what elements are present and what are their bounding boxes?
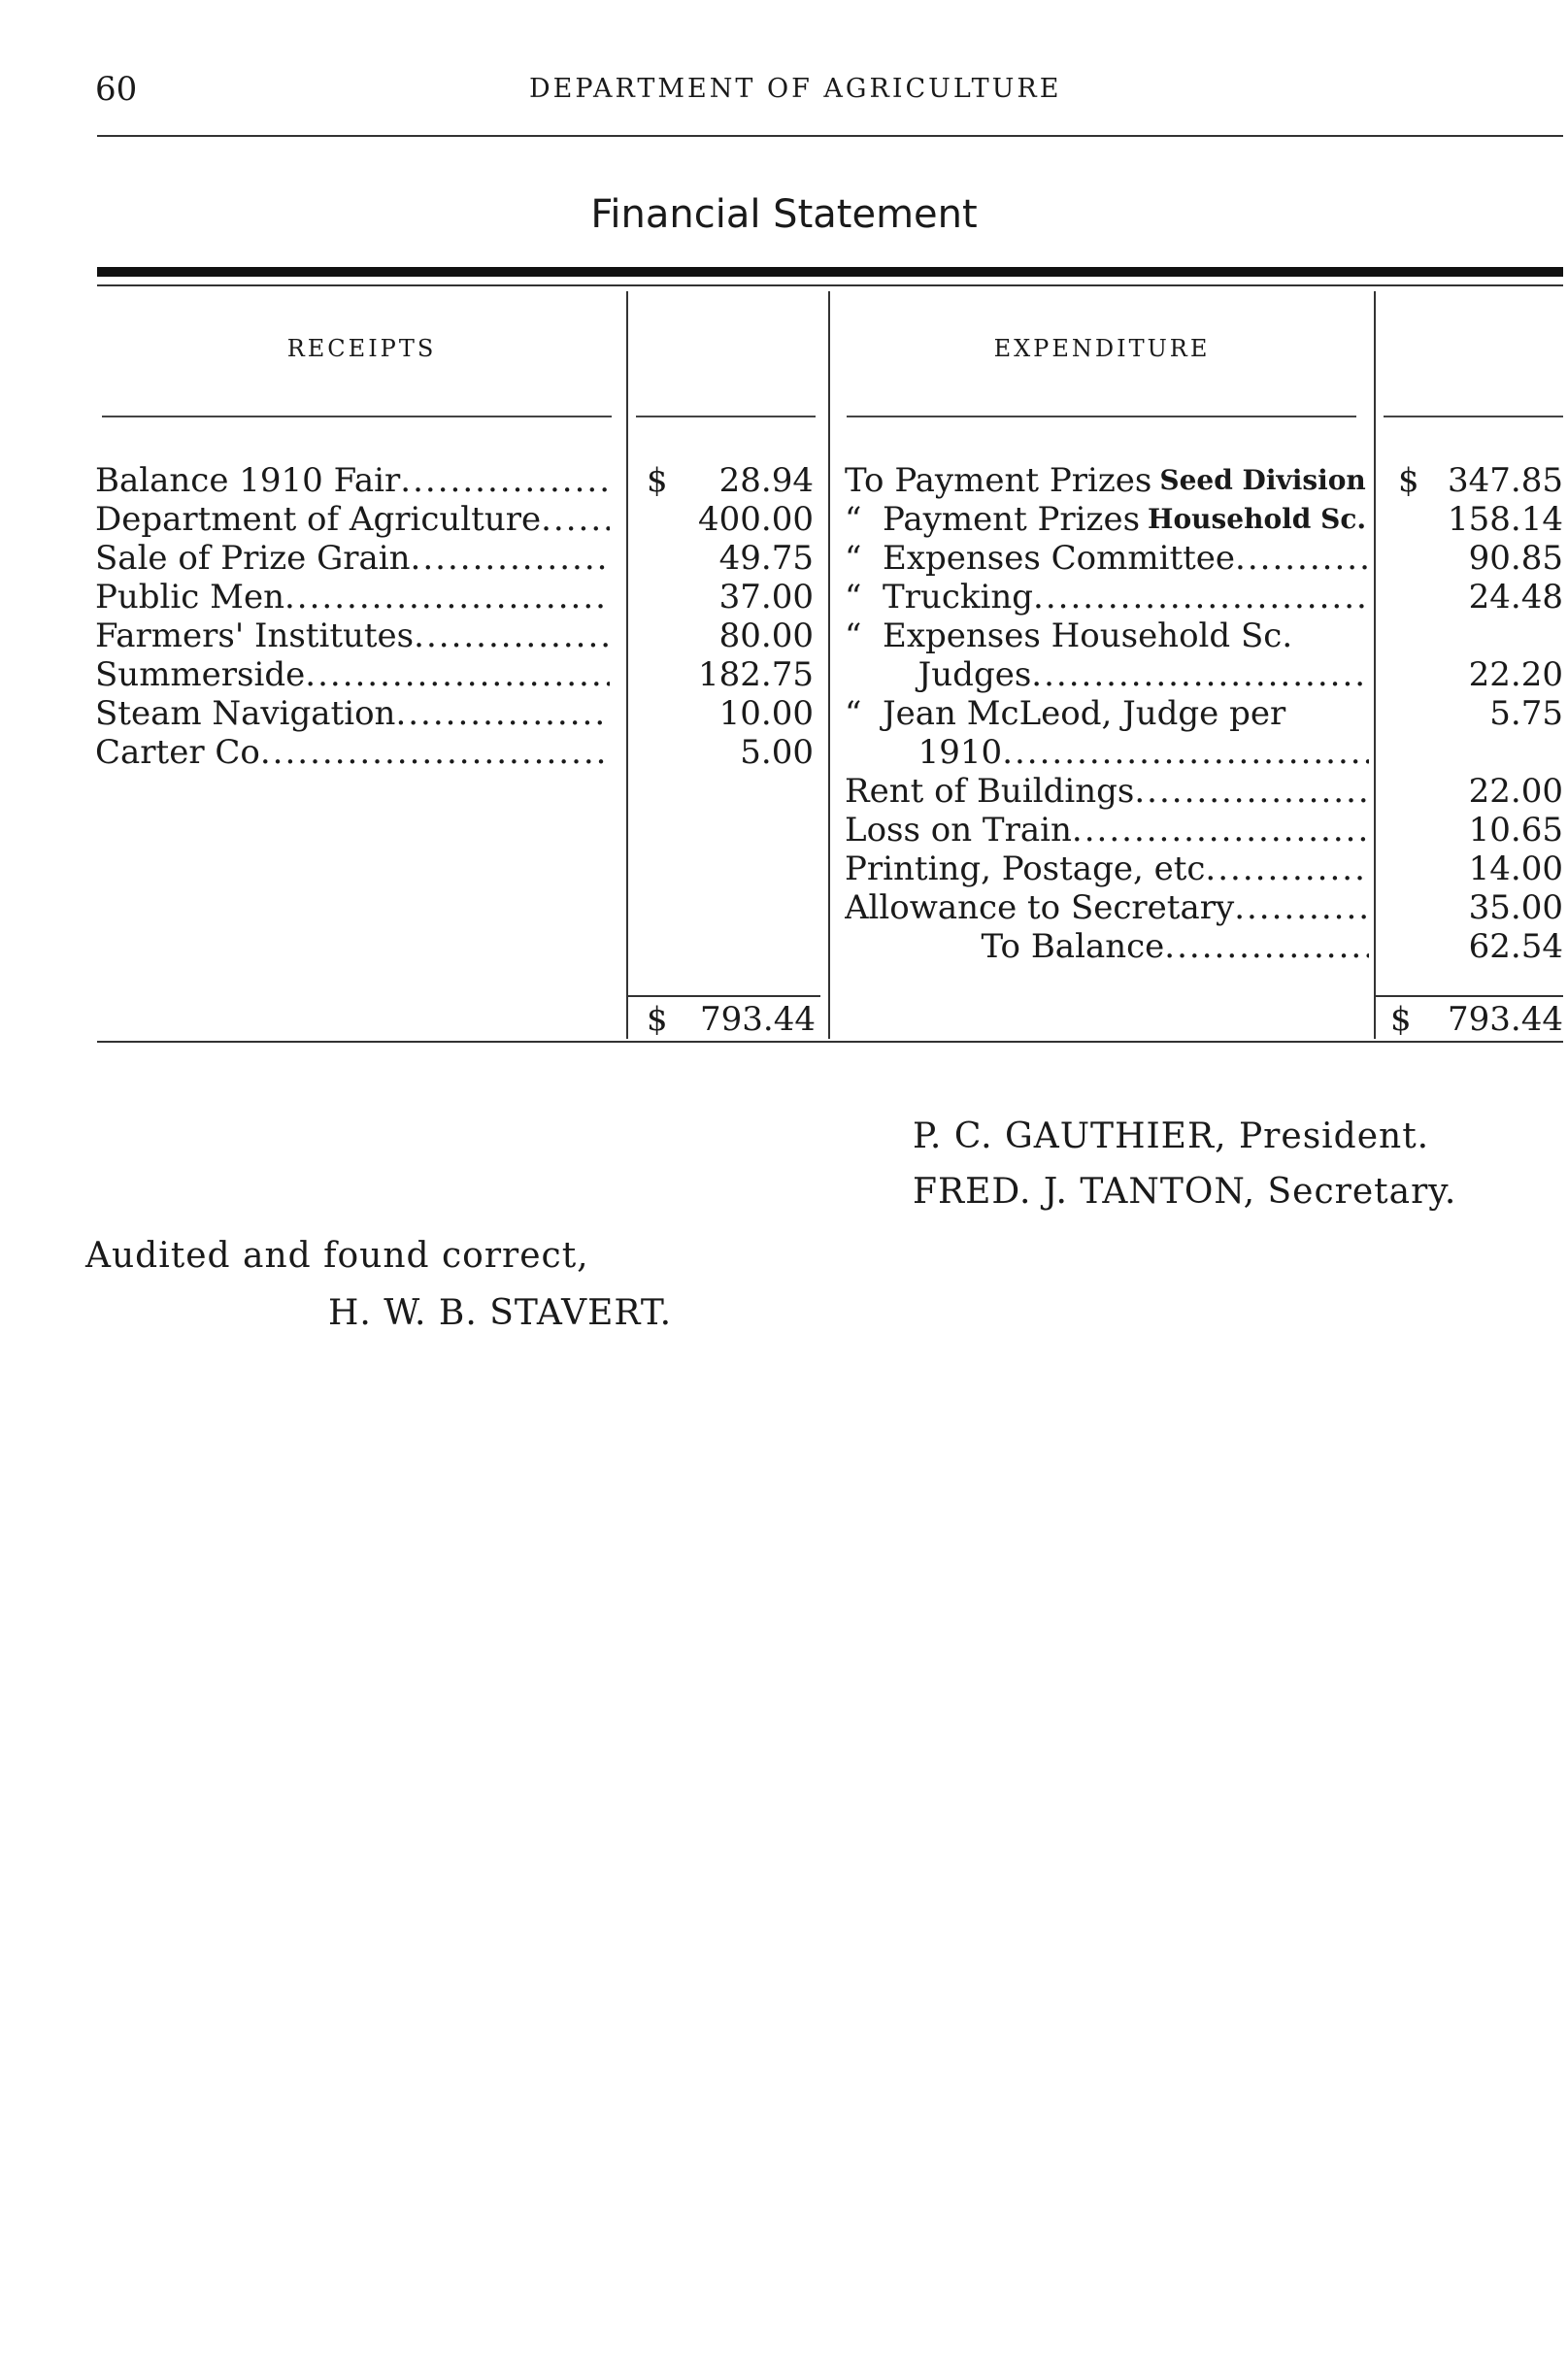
expenditure-label-suffix: Household Sc. [1148, 503, 1367, 535]
page-number: 60 [95, 70, 138, 109]
expenditure-label: “ Expenses Committee [845, 539, 1236, 578]
table-row [845, 888, 1563, 927]
receipt-amount: 49.75 [718, 539, 814, 578]
receipt-label: Farmers' Institutes [95, 616, 415, 655]
expenditure-amount: 347.85 [1448, 461, 1563, 500]
expenditure-amount: 10.65 [1468, 811, 1563, 850]
expenditure-amount: 5.75 [1489, 694, 1563, 733]
header-rule [97, 135, 1563, 137]
leader-dots [1033, 578, 1369, 616]
expenditure-label: To Payment Prizes [845, 461, 1152, 500]
expenditure-label: Allowance to Secretary [845, 888, 1235, 927]
expenditure-label: Rent of Buildings [845, 772, 1135, 811]
leader-dots [414, 616, 610, 655]
expenditure-amount: 14.00 [1468, 850, 1563, 888]
expenditure-label: “ Jean McLeod, Judge per [845, 694, 1286, 733]
leader-dots [260, 733, 610, 772]
president-signature: P. C. GAUTHIER, President. [913, 1116, 1430, 1156]
leader-dots [395, 694, 610, 733]
leader-dots [1366, 461, 1369, 500]
expenditure-amount: 90.85 [1468, 539, 1563, 578]
expenditure-label: “ Expenses Household Sc. [845, 616, 1293, 655]
receipt-label: Balance 1910 Fair [95, 461, 401, 500]
heading-rule [636, 416, 816, 417]
table-row [845, 850, 1563, 888]
expenditure-label: To Balance [845, 927, 1165, 966]
expenditure-amount: 158.14 [1448, 500, 1563, 539]
expenditure-label: Judges [845, 655, 1032, 694]
expenditure-amount: 62.54 [1468, 927, 1563, 966]
table-row [845, 733, 1563, 772]
leader-dots [1134, 772, 1369, 811]
total-rule [1374, 995, 1563, 997]
table-row [845, 655, 1563, 694]
table-bottom-rule [97, 1041, 1563, 1043]
receipt-amount: 10.00 [718, 694, 814, 733]
audit-statement: Audited and found correct, [85, 1236, 589, 1276]
currency-symbol: $ [647, 1000, 668, 1039]
leader-dots [411, 539, 610, 578]
receipt-amount: 400.00 [698, 500, 814, 539]
table-row [845, 616, 1563, 655]
currency-symbol: $ [647, 461, 668, 500]
running-title: DEPARTMENT OF AGRICULTURE [529, 74, 1062, 104]
leader-dots [1235, 539, 1369, 578]
currency-symbol: $ [1390, 1000, 1412, 1039]
leader-dots [305, 655, 610, 694]
leader-dots [1205, 850, 1369, 888]
receipt-amount: 37.00 [718, 578, 814, 616]
leader-dots [1164, 927, 1369, 966]
receipts-heading: RECEIPTS [286, 335, 437, 362]
title-thick-rule [97, 267, 1563, 277]
expenditure-label: “ Trucking [845, 578, 1034, 616]
leader-dots [1234, 888, 1369, 927]
expenditure-amount: 22.20 [1468, 655, 1563, 694]
receipt-label: Carter Co [95, 733, 260, 772]
title-thin-rule [97, 284, 1563, 286]
table-row [845, 694, 1563, 733]
receipts-total-amount: 793.44 [700, 1000, 816, 1039]
expenditure-rows [845, 461, 1563, 966]
expenditure-amount: 24.48 [1468, 578, 1563, 616]
receipt-label: Summerside [95, 655, 306, 694]
receipt-label: Steam Navigation [95, 694, 396, 733]
table-row [845, 461, 1563, 500]
heading-rule [102, 416, 612, 417]
statement-title: Financial Statement [590, 192, 978, 237]
table-row [845, 927, 1563, 966]
total-rule [626, 995, 820, 997]
secretary-signature: FRED. J. TANTON, Secretary. [913, 1172, 1457, 1212]
receipt-label: Department of Agriculture [95, 500, 542, 539]
currency-symbol: $ [1398, 461, 1419, 500]
leader-dots [400, 461, 610, 500]
receipt-label: Public Men [95, 578, 284, 616]
expenditure-label-suffix: Seed Division [1159, 464, 1366, 496]
expenditure-total-amount: 793.44 [1448, 1000, 1563, 1039]
table-row [845, 539, 1563, 578]
leader-dots [284, 578, 610, 616]
leader-dots [1072, 811, 1369, 850]
leader-dots [1002, 733, 1369, 772]
receipt-amount: 182.75 [698, 655, 814, 694]
expenditure-label: Loss on Train [845, 811, 1072, 850]
heading-rule [847, 416, 1356, 417]
expenditure-amount: 22.00 [1468, 772, 1563, 811]
receipt-amount: 80.00 [718, 616, 814, 655]
receipt-label: Sale of Prize Grain [95, 539, 411, 578]
expenditure-amount: 35.00 [1468, 888, 1563, 927]
receipt-amount: 28.94 [718, 461, 814, 500]
table-row [845, 500, 1563, 539]
expenditure-label: Printing, Postage, etc [845, 850, 1206, 888]
receipts-total [641, 1000, 825, 1039]
table-row [845, 578, 1563, 616]
leader-dots [1031, 655, 1369, 694]
receipt-amount: 5.00 [740, 733, 814, 772]
auditor-name: H. W. B. STAVERT. [328, 1293, 673, 1333]
leader-dots [541, 500, 610, 539]
expenditure-label: 1910 [845, 733, 1003, 772]
expenditure-label: “ Payment Prizes [845, 500, 1141, 539]
expenditure-total [1388, 1000, 1563, 1039]
heading-rule [1384, 416, 1563, 417]
table-row [845, 811, 1563, 850]
expenditure-heading: EXPENDITURE [993, 335, 1211, 362]
table-row [845, 772, 1563, 811]
